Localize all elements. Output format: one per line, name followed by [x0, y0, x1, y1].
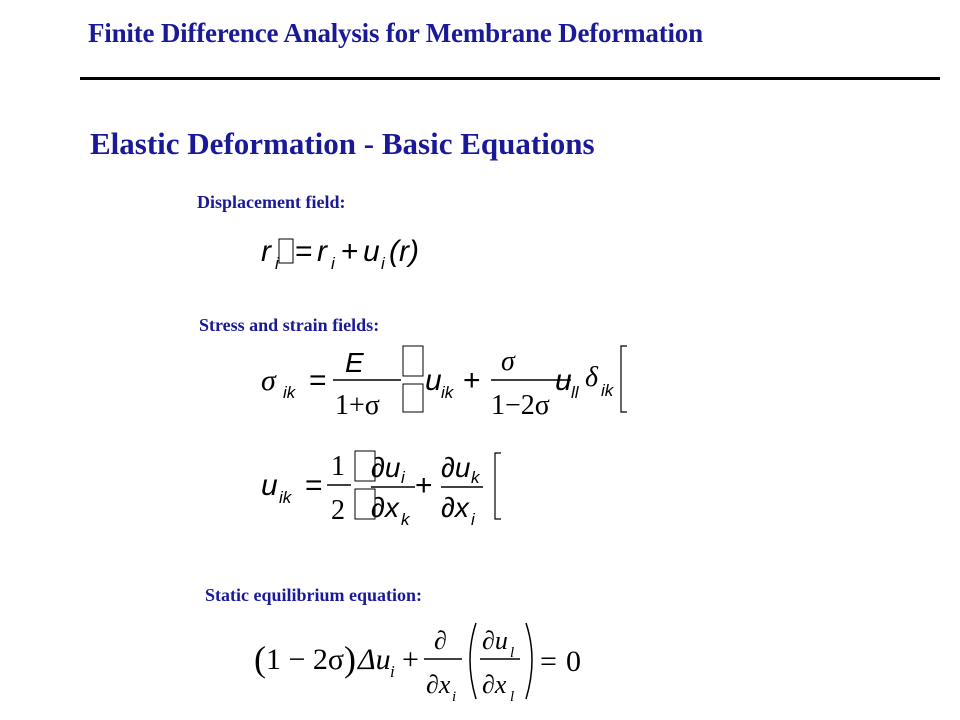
- eq-strain-equals: =: [305, 469, 323, 502]
- eq-static-dxl: ∂x: [482, 670, 507, 699]
- eq-stress-delta: δ: [585, 362, 599, 393]
- eq-static-lap: Δu: [358, 643, 391, 676]
- displacement-equation: [255, 225, 445, 275]
- eq-strain-num: 1: [331, 451, 345, 482]
- eq-disp-lhs: r: [261, 235, 271, 268]
- eq-strain-du-k: ∂u: [441, 452, 471, 483]
- eq-stress-num1: E: [345, 347, 364, 378]
- stress-equation: [255, 340, 645, 420]
- big-right-paren: [526, 623, 532, 699]
- eq-stress-den1: 1+σ: [335, 390, 380, 420]
- static-equilibrium-label: Static equilibrium equation:: [205, 585, 423, 605]
- eq-stress-ull: u: [555, 364, 572, 397]
- eq-strain-plus: +: [415, 469, 433, 502]
- title-divider: [80, 77, 940, 80]
- eq-stress-u: u: [425, 364, 442, 397]
- strain-equation: [255, 445, 515, 530]
- page-title: Finite Difference Analysis for Membrane Deformation: [88, 18, 703, 48]
- eq-disp-arg: (r): [389, 235, 419, 268]
- section-subtitle: Elastic Deformation - Basic Equations: [90, 126, 595, 161]
- eq-strain-dx-k-sub: k: [401, 510, 410, 529]
- eq-static-coef: 1 − 2σ: [266, 643, 345, 676]
- eq-disp-u: u: [363, 235, 380, 268]
- right-bracket: [621, 346, 627, 412]
- eq-strain-u-sub: ik: [279, 488, 292, 507]
- eq-stress-den2: 1−2σ: [491, 390, 550, 420]
- eq-stress-equals: =: [309, 364, 327, 397]
- eq-stress-sigma: σ: [261, 364, 276, 397]
- bracket-placeholder-box: [403, 384, 423, 412]
- eq-disp-r-sub: i: [331, 254, 335, 273]
- prime-placeholder-box: [279, 239, 293, 263]
- eq-strain-dx-i-sub: i: [471, 510, 475, 529]
- eq-stress-plus: +: [463, 364, 481, 397]
- eq-stress-ull-sub: ll: [571, 383, 579, 402]
- eq-static-dx: ∂x: [426, 670, 451, 699]
- eq-strain-du-i: ∂u: [371, 452, 401, 483]
- eq-disp-u-sub: i: [381, 254, 385, 273]
- eq-disp-plus: +: [341, 235, 359, 268]
- static-equilibrium-equation: [250, 615, 610, 710]
- eq-stress-delta-sub: ik: [601, 381, 614, 400]
- stress-strain-label: Stress and strain fields:: [199, 315, 380, 335]
- eq-stress-u-sub: ik: [441, 383, 454, 402]
- eq-disp-equals: =: [295, 235, 313, 268]
- eq-strain-den: 2: [331, 495, 345, 526]
- big-left-paren: [470, 623, 476, 699]
- eq-strain-du-i-sub: i: [401, 468, 405, 487]
- eq-static-rparen: ): [344, 639, 356, 679]
- eq-static-dx-sub: i: [452, 689, 457, 705]
- eq-static-lap-sub: i: [390, 662, 395, 681]
- eq-strain-du-k-sub: k: [471, 468, 480, 487]
- eq-strain-dx-k: ∂x: [371, 492, 399, 523]
- right-bracket: [495, 453, 501, 519]
- eq-static-du-sub: l: [510, 645, 515, 661]
- eq-disp-lhs-sub: i: [275, 254, 279, 273]
- bracket-placeholder-box: [403, 346, 423, 376]
- eq-static-equals: =: [540, 645, 557, 678]
- eq-static-lparen: (: [254, 639, 266, 679]
- displacement-label: Displacement field:: [197, 192, 346, 212]
- eq-stress-sigma-sub: ik: [283, 383, 296, 402]
- eq-static-d: ∂: [434, 626, 447, 655]
- eq-stress-num2: σ: [501, 346, 515, 377]
- eq-static-zero: 0: [566, 645, 581, 678]
- eq-strain-dx-i: ∂x: [441, 492, 469, 523]
- eq-static-plus: +: [402, 643, 419, 676]
- eq-static-dxl-sub: l: [510, 689, 515, 705]
- eq-disp-r: r: [317, 235, 327, 268]
- eq-static-du: ∂u: [482, 626, 508, 655]
- eq-strain-u: u: [261, 469, 278, 502]
